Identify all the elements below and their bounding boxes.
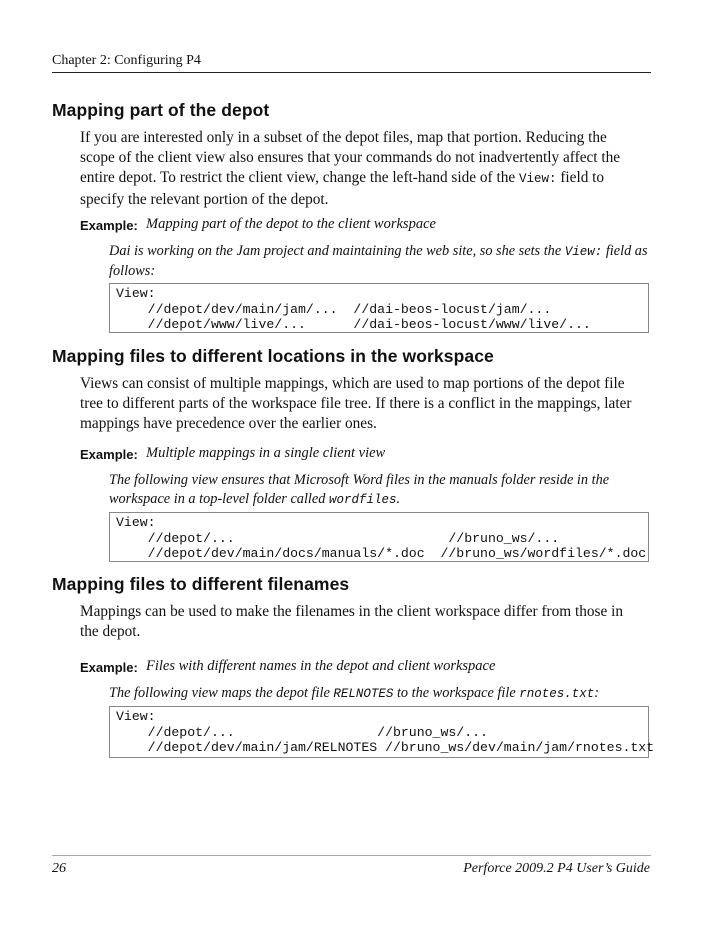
running-header: Chapter 2: Configuring P4 <box>52 53 201 68</box>
example-label: Example: <box>80 447 138 462</box>
intro-text: to the workspace file <box>393 685 520 701</box>
page-number: 26 <box>52 861 66 876</box>
intro-line: follows: <box>109 263 156 280</box>
body-line: Views can consist of multiple mappings, which are used to map portions of the depot file <box>80 375 625 392</box>
example-title: Multiple mappings in a single client view <box>146 445 386 461</box>
intro-line <box>109 490 654 510</box>
body-line: mappings have precedence over the earlier ones. <box>80 415 377 433</box>
inline-code: View: <box>564 245 603 259</box>
code-block <box>109 706 655 758</box>
intro-line: The following view ensures that Microsoft Word files in the manuals folder reside in the <box>109 472 610 488</box>
book-title: Perforce 2009.2 P4 User’s Guide <box>463 861 650 876</box>
code-block <box>109 283 649 333</box>
example-label: Example: <box>80 660 138 675</box>
inline-code: rnotes.txt <box>519 687 595 701</box>
example-intro <box>109 242 654 282</box>
section-body-mapping-filenames <box>80 602 655 642</box>
intro-text: : <box>594 685 600 701</box>
code-line: //depot/dev/main/docs/manuals/*.doc //bruno_ws/wordfiles/*.doc <box>116 546 647 562</box>
body-text: entire depot. To restrict the client view, change the left-hand side of the <box>80 169 519 187</box>
section-heading-mapping-filenames: Mapping files to different filenames <box>52 574 350 594</box>
code-line: View: <box>116 709 156 724</box>
body-line: tree to different parts of the workspace file tree. If there is a conflict in the mappings, later <box>80 395 632 413</box>
code-line: //depot/dev/main/jam/RELNOTES //bruno_ws/dev/main/jam/rnotes.txt <box>116 740 655 756</box>
intro-text: workspace in a top-level folder called <box>109 491 329 508</box>
body-line: If you are interested only in a subset of the depot files, map that portion. Reducing the <box>80 129 607 146</box>
code-line: //depot/dev/main/jam/... //dai-beos-locust/jam/... <box>116 301 552 317</box>
example-intro <box>109 684 654 704</box>
code-line: //depot/... //bruno_ws/... <box>116 724 488 740</box>
body-line: scope of the client view also ensures that your commands do not inadvertently affect the <box>80 149 621 167</box>
code-line: View: <box>116 286 156 301</box>
inline-code: wordfiles <box>328 493 397 508</box>
intro-text: field as <box>602 243 648 259</box>
intro-text: Dai is working on the Jam project and maintaining the web site, so she sets the <box>109 243 565 259</box>
header-rule <box>52 72 651 73</box>
intro-text: . <box>396 491 401 508</box>
example-title: Files with different names in the depot and client workspace <box>146 658 496 674</box>
body-line <box>80 168 655 189</box>
body-text: field to <box>556 169 605 187</box>
example-title: Mapping part of the depot to the client workspace <box>146 216 436 232</box>
inline-code: View: <box>518 172 557 187</box>
section-heading-mapping-part: Mapping part of the depot <box>52 100 270 120</box>
section-body-mapping-part <box>80 128 655 210</box>
intro-line <box>109 684 654 704</box>
section-heading-mapping-locations: Mapping files to different locations in the workspace <box>52 346 494 366</box>
body-line: specify the relevant portion of the depot. <box>80 190 329 208</box>
section-body-mapping-locations <box>80 374 655 435</box>
example-label: Example: <box>80 218 138 233</box>
intro-text: The following view maps the depot file <box>109 685 334 701</box>
body-line: the depot. <box>80 623 141 641</box>
code-line: //depot/... //bruno_ws/... <box>116 530 560 546</box>
code-line: //depot/www/live/... //dai-beos-locust/www/live/... <box>116 317 591 333</box>
example-intro <box>109 471 654 511</box>
body-line: Mappings can be used to make the filenames in the client workspace differ from those in <box>80 603 624 620</box>
intro-line <box>109 242 654 262</box>
code-line: View: <box>116 515 156 530</box>
inline-code: RELNOTES <box>333 687 394 701</box>
footer-rule <box>52 855 651 856</box>
code-block <box>109 512 649 562</box>
